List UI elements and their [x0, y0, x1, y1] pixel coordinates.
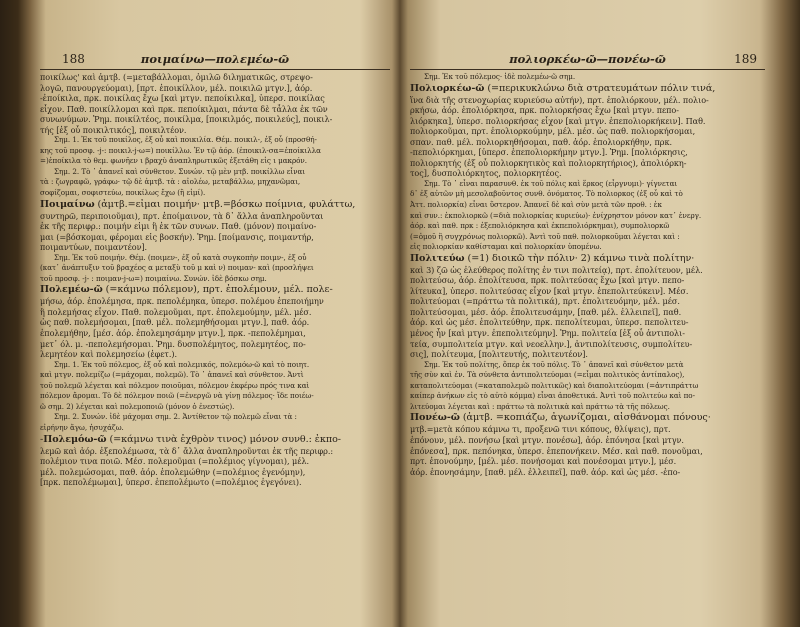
text-line: -Πολεμόω-ῶ (=κάμνω τινὰ ἐχθρὸν τινος) μόνον συνθ.: ἐκπο-	[40, 433, 341, 445]
text-line: πολιτεύσω, ἀόρ. ἐπολίτευσα, πρκ. πολιτεύσας ἔχω [καὶ μτγν. πεπο-	[410, 275, 685, 286]
text-line: ῶ σημ. 2) λέγεται καὶ πολεμοποιῶ (μόνον ὁ ἐνεστώς).	[40, 401, 235, 411]
right-header-rule	[410, 69, 765, 70]
left-header-rule	[40, 69, 390, 70]
text-line: ποικίλως' καὶ ἁμτβ. (=μεταβάλλομαι, ὁμιλῶ διληματικῶς, στρεψο-	[40, 72, 313, 82]
text-line: λιτεύομαι λέγεται καὶ : πράττω τὰ πολιτικὰ καὶ πράττω τὰ τῆς πόλεως.	[410, 401, 670, 411]
text-line: ποιμαντύων, ποιμαντέον].	[40, 242, 148, 253]
text-line: ρκήσω, ἀόρ. ἐπολιόρκησα, πρκ. πολιορκήσας ἔχω [καὶ μτγν. πεπο-	[410, 105, 679, 116]
text-line: λεμητέον καὶ πολεμησείω (ἐφετ.).	[40, 349, 177, 360]
text-line: μετ᾽ όλ. μ. -πεπολεμήσομαι. Ῥημ. δυσπολέμητος, πολεμητέος, πο-	[40, 338, 306, 349]
text-line: σπαν. παθ. μέλ. πολιορκηθήσομαι, παθ. ἀόρ. ἐπολιορκήθην, πρκ.	[410, 136, 672, 147]
text-line: πρτ. ἐπονούμην, [μέλ. μέσ. πονήσομαι καὶ πονέσομαι μτγν.], μέσ.	[410, 456, 677, 467]
right-page-text	[410, 72, 765, 607]
text-line: καὶ μτγν. πολεμίζω (=μάχομαι, πολεμῶ). Τὸ ᾽ ἀπανεῖ καὶ σύνθετον. Ἀντὶ	[40, 370, 304, 380]
text-line: Πονέω-ῶ (ἀμτβ. =κοπιάζω, ἀγωνίζομαι, αἰσθάνομαι πόνους·	[410, 412, 711, 424]
text-line: δ᾽ ἐξ αὐτῶν μὴ μεσολαβοῦντος συνθ. ὀνόματος. Τὸ πολιορκος (ἐξ οὗ καὶ τὸ	[410, 189, 683, 199]
text-line: Πολιορκέω-ῶ (=περικυκλώνω διὰ στρατευμάτων πόλιν τινά,	[410, 82, 716, 94]
text-line: ἀόρ. καὶ ὡς μέσ. ἐπολιτεύθην, πρκ. πεπολίτευμαι, ὑπερσ. πεπολιτευ-	[410, 317, 689, 328]
text-line: Σημ. Ἐκ τοῦ ποιμήν. Θέμ. (ποιμεν-, ἐξ οὗ κατὰ συγκοπὴν ποιμν-, ἐξ οὗ	[54, 252, 307, 262]
left-page-header	[40, 52, 390, 68]
text-line: λιόρκηκα], ὑπερσ. πολιορκήσας εἶχον [καὶ μτγν. ἐπεπολιορκήκειν]. Παθ.	[410, 115, 706, 126]
text-line: τεία, συμπολιτεία μτγν. καὶ νεοελλην.], ἀντιπολίτευσις, συμπολίτευ-	[410, 338, 693, 349]
text-line: Σημ. 2. Συνών. ἰδὲ μάχομαι σημ. 2. Ἀντίθετον τῷ πολεμῶ εἶναι τὰ :	[54, 412, 297, 422]
left-page-number: 188	[62, 52, 85, 66]
text-line: τος], δυσπολιόρκητος, πολιορκητέος.	[410, 168, 562, 179]
text-line: εἰς πολιορκίαν καθίσταμαι καὶ πολιορκίαν ὑπομένω.	[410, 242, 602, 252]
left-page	[40, 0, 390, 627]
right-page-number: 189	[734, 52, 757, 66]
text-line: τής [ἐξ οὗ ποικιλτικός], ποικιλτέον.	[40, 124, 187, 135]
text-line: (=ὁμοῦ ἢ συγχρόνως πολιορκῶ). Ἀντὶ τοῦ παθ. πολιορκοῦμαι λέγεται καὶ :	[410, 231, 680, 241]
text-line: εἶχον. Παθ. ποικίλλομαι καὶ πρκ. πεποίκιλμαι, πάντα δὲ τἆλλα ἐκ τῶν	[40, 103, 328, 114]
text-line: λεμῶ καὶ ἀόρ. ἐξεπολέμωσα, τὰ δ᾽ ἄλλα ἀναπληροῦνται ἐκ τῆς περιφρ.:	[40, 445, 334, 456]
right-running-head: πολιορκέω-ῶ—πονέω-ῶ	[509, 52, 666, 66]
text-line: (κατ᾽ ἀνάπτυξιν τοῦ βραχέος α μεταξὺ τοῦ μ καὶ ν) ποιμαν- καὶ (προσλήψει	[40, 263, 314, 273]
text-line: πολιορκητής (ἐξ οὗ πολιορκητικὸς καὶ πολιορκητήριος), ἀπολιόρκη-	[410, 157, 687, 168]
text-line: Σημ. Ἐκ τοῦ πόλεμος· ἰδὲ πολεμέω-ῶ σημ.	[424, 72, 576, 81]
text-line: λίτευκα], ὑπερσ. πολιτεύσας εἶχον [καὶ μτγν. ἐπεπολιτεύκειν]. Μέσ.	[410, 285, 689, 296]
text-line: τῆς σὺν καὶ ἐν. Τὰ σύνθετα ἀντιπολιτεύομαι (=εἶμαι πολιτικὸς ἀντίπαλος),	[410, 370, 685, 380]
text-line: πολιορκοῦμαι, πρτ. ἐπολιορκούμην, μέλ. μέσ. ὡς παθ. πολιορκήσομαι,	[410, 126, 696, 137]
text-line: εἰρήνην ἄγω, ἡσυχάζω.	[40, 422, 124, 432]
text-line: καὶ 3) ζῶ ὡς ἐλεύθερος πολίτης ἐν τινι πολιτείᾳ), πρτ. ἐπολίτευον, μέλ.	[410, 264, 703, 275]
text-line: ἀόρ. καὶ παθ. πρκ : ἐξεπολιόρκησα καὶ ἐκπεπολιόρκημαι), συμπολιορκῶ	[410, 221, 670, 231]
text-line: πολιτεύσομαι, μέσ. ἀόρ. ἐπολιτευσάμην, [παθ. μέλ. ἐλλειπεῖ], παθ.	[410, 306, 682, 317]
text-line: μήσω, ἀόρ. ἐπολέμησα, πρκ. πεπολέμηκα, ὑπερσ. πολέμου ἐπεποιήμην	[40, 296, 324, 307]
text-line: μένος ἦν [καὶ μτγν. ἐπεπολιτεύμην]. Ῥημ. πολιτεία [ἐξ οὗ ἀντιπολι-	[410, 328, 685, 339]
text-line: πολέμιον τινα ποιῶ. Μέσ. πολεμοῦμαι (=πολέμιος γίγνομαι), μέλ.	[40, 456, 309, 467]
text-line: Πολεμέω-ῶ (=κάμνω πόλεμον), πρτ. ἐπολέμουν, μέλ. πολε-	[40, 284, 333, 296]
text-line: ἵνα διὰ τῆς στενοχωρίας κυριεύσω αὐτήν), πρτ. ἐπολιόρκουν, μέλ. πολιο-	[410, 94, 709, 105]
text-line: ἐπόνουν, μέλ. πονήσω [καὶ μτγν. πονέσω], ἀόρ. ἐπόνησα [καὶ μτγν.	[410, 434, 684, 445]
text-line: ἐπολεμήθην, [μέσ. ἀόρ. ἐπολεμησάμην μτγν.], πρκ. -πεπολέμημαι,	[40, 328, 306, 339]
text-line: ἀόρ. ἐπονησάμην, [παθ. μέλ. ἐλλειπεῖ], παθ. ἀόρ. καὶ ὡς μέσ. -ἐπο-	[410, 466, 681, 477]
text-line: τοῦ προσφ. -j- : ποιμαν-j-ω=) ποιμαίνω. Συνών. ἰδὲ βόσκω σημ.	[40, 273, 267, 283]
text-line: ὡς παθ. πολεμήσομαι, [παθ. μέλ. πολεμηθήσομαι μτγν.], παθ. ἀόρ.	[40, 317, 310, 328]
text-line: Σημ. Τὸ ᾽ εἶναι παρασυνθ. ἐκ τοῦ πόλις καὶ ἕρκος (εἶργνυμι)· γίγνεται	[424, 178, 678, 188]
text-line: λογῶ, πανουργεύομαι), [πρτ. ἐποικίλλον, μέλ. ποικιλῶ μτγν.], ἀόρ.	[40, 82, 313, 93]
left-page-text	[40, 72, 390, 607]
text-line: πόλεμον ἄρομαι. Τὸ δὲ πόλεμον ποιῶ (=ἐνεργῶ νὰ γίνῃ πόλεμος· ἴδε ποιέω-	[40, 391, 314, 401]
text-line: Ποιμαίνω (ἀμτβ.=εἰμαι ποιμήν· μτβ.=βόσκω ποίμνια, φυλάττω,	[40, 198, 356, 210]
text-line: Σημ. 1. Ἐκ τοῦ ποικίλος, ἐξ οὗ καὶ ποικιλία. Θέμ. ποικιλ-, ἐξ οὗ (προσθή-	[54, 135, 317, 145]
text-line: κης τοῦ προσφ. -j-: ποικιλ-j-ω=) ποικίλλω. Ἐν τῷ ἀόρ. (ἐποικιλ-σα=ἐποίκιλλα	[40, 145, 321, 155]
text-line: Σημ. 2. Τὸ ᾽ ἀπανεῖ καὶ σύνθετον. Συνών. τῷ μὲν μτβ. ποικίλλω εἶναι	[54, 166, 306, 176]
text-line: τὰ : ζωγραφῶ, γράφω· τῷ δὲ ἀμτβ. τὰ : αἰολέω, μεταβάλλω, μηχανῶμαι,	[40, 177, 301, 187]
text-line: Σημ. Ἐκ τοῦ πολίτης, ὅπερ ἐκ τοῦ πόλις. Τὸ ᾽ ἀπανεῖ καὶ σύνθετον μετὰ	[424, 359, 684, 369]
right-page-header	[410, 52, 765, 68]
text-line: πολιτεύομαι (=πράττω τὰ πολιτικά), πρτ. ἐπολιτευόμην, μέλ. μέσ.	[410, 296, 680, 307]
text-line: ἢ πολεμήσας εἶχον. Παθ. πολεμοῦμαι, πρτ. ἐπολεμούμην, μέλ. μέσ.	[40, 306, 312, 317]
text-line: συντηρῶ, περιποιοῦμαι), πρτ. ἐποίμαινον, τὰ δ᾽ ἄλλα ἀναπληροῦνται	[40, 210, 324, 221]
text-line: συνωνύμων. Ῥημ. ποικίλτέος, ποικίλμα, [ποικιλμός, ποικιλεύς], ποικιλ-	[40, 114, 333, 125]
text-line: Ἀττ. πολιορκία) εἶναι ὕστερον. Ἀπανεῖ δὲ καὶ σὺν μετὰ τῶν προθ. : ἐκ	[410, 200, 662, 210]
text-line: σοφίζομαι, σοφιστεύω, ποικίλως ἔχω (ἢ εἰμί).	[40, 188, 206, 198]
text-line: -πεπολιόρκημαι, [ὑπερσ. ἐπεπολιορκήμην μτγν.]. Ῥημ. [πολιόρκησις,	[410, 147, 688, 158]
left-running-head: ποιμαίνω—πολεμέω-ῶ	[140, 52, 290, 66]
text-line: μέλ. πολεμώσομαι, παθ. ἀόρ. ἐπολεμώθην (=πολέμιος ἐγενόμην),	[40, 466, 306, 477]
text-line: τοῦ πολεμῶ λέγεται καὶ πόλεμον ποιοῦμαι, πόλεμον ἐκφέρω πρός τινα καὶ	[40, 380, 310, 390]
text-line: [πρκ. πεπολέμωμαι], ὑπερσ. ἐπεπολέμωτο (=πολέμιος ἐγεγόνει).	[40, 477, 302, 488]
text-line: Πολιτεύω (=1) διοικῶ τὴν πόλιν· 2) κάμνω τινὰ πολίτην·	[410, 252, 695, 264]
text-line: ἐκ τῆς περιφρ.: ποιμήν εἰμι ἢ ἐκ τῶν συνων. Παθ. (μόνον) ποιμαίνο-	[40, 221, 317, 232]
text-line: σις], πολίτευμα, [πολιτευτής, πολιτευτέον].	[410, 349, 588, 360]
text-line: Σημ. 1. Ἐκ τοῦ πόλεμος, ἐξ οὗ καὶ πολεμικός, πολεμόω-ῶ καὶ τὸ ποιητ.	[54, 359, 310, 369]
right-page	[410, 0, 765, 627]
text-line: μαι (=βόσκομαι, φέρομαι εἰς βοσκήν). Ῥημ. [ποίμανσις, ποιμαντήρ,	[40, 231, 314, 242]
text-line: ἐπόνεσα], πρκ. πεπόνηκα, ὑπερσ. ἐπεπονήκειν. Μέσ. καὶ παθ. πονοῦμαι,	[410, 445, 703, 456]
text-line: μτβ.=μετὰ κόπου κάμνω τι, προξενῶ τινι κόπους, θλίψεις), πρτ.	[410, 424, 671, 435]
text-line: καταπολιτεύομαι (=καταπολεμῶ πολιτικῶς) καὶ διαπολιτεύομαι (=ἀντιπράττω	[410, 380, 699, 390]
text-line: -ἐποίκιλα, πρκ. ποικίλας ἔχω [καὶ μτγν. πεποίκιλκα], ὑπερσ. ποικίλας	[40, 93, 325, 104]
text-line: =)ἐποίκιλα τὸ θεμ. φωνῆεν ι βραχὺ ἀναπληρωτικῶς ἐξετάθη εἰς ι μακρόν.	[40, 156, 307, 166]
text-line: καὶ συν.: ἐκπολιορκῶ (=διὰ πολιορκίας κυριεύω)· ἐνίχρηστον μόνον κατ᾽ ἐνεργ.	[410, 210, 702, 220]
text-line: καίπερ ἀνήκων εἰς τὸ αὐτὸ κόμμα) εἶναι ἀποθετικά. Ἀντὶ τοῦ πολιτεύω καὶ πο-	[410, 391, 695, 401]
